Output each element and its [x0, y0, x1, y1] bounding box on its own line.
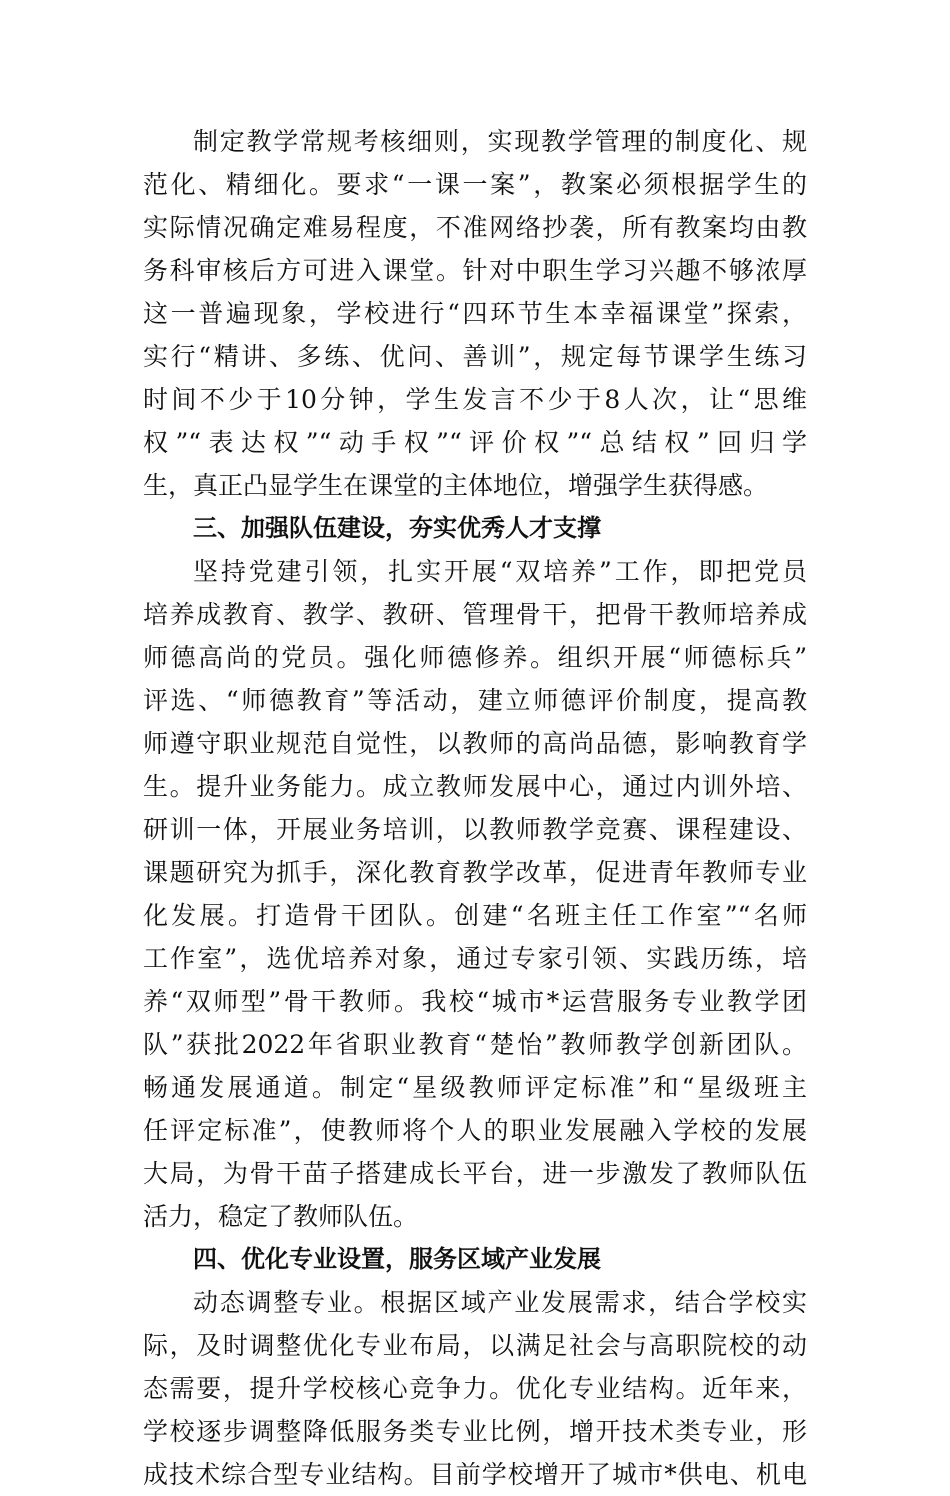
section-heading-4: 四、优化专业设置，服务区域产业发展: [193, 1245, 601, 1273]
text-line: 师遵守职业规范自觉性，以教师的高尚品德，影响教育学: [143, 729, 807, 758]
text-line: 坚持党建引领，扎实开展“双培养”工作，即把党员: [193, 557, 807, 586]
text-line: 学校逐步调整降低服务类专业比例，增开技术类专业，形: [143, 1417, 807, 1446]
paragraph-teaching-routine: [143, 120, 807, 507]
text-line: 成技术综合型专业结构。目前学校增开了城市*供电、机电: [143, 1460, 807, 1489]
text-line: 养“双师型”骨干教师。我校“城市*运营服务专业教学团: [143, 987, 807, 1016]
text-line: 活力，稳定了教师队伍。: [143, 1202, 419, 1231]
text-line: 际，及时调整优化专业布局，以满足社会与高职院校的动: [143, 1331, 807, 1360]
text-line: 研训一体，开展业务培训，以教师教学竞赛、课程建设、: [143, 815, 807, 844]
paragraph-major-setting: [143, 1281, 807, 1496]
text-line: 师德高尚的党员。强化师德修养。组织开展“师德标兵”: [143, 643, 807, 672]
text-line: 实行“精讲、多练、优问、善训”，规定每节课学生练习: [143, 342, 807, 371]
text-line: 队”获批2022年省职业教育“楚怡”教师教学创新团队。: [143, 1030, 807, 1059]
text-line: 评选、“师德教育”等活动，建立师德评价制度，提高教: [143, 686, 807, 715]
text-line: 这一普遍现象，学校进行“四环节生本幸福课堂”探索，: [143, 299, 807, 328]
text-line: 大局，为骨干苗子搭建成长平台，进一步激发了教师队伍: [143, 1159, 807, 1188]
text-line: 权”“表达权”“动手权”“评价权”“总结权”回归学: [143, 428, 807, 457]
text-line: 课题研究为抓手，深化教育教学改革，促进青年教师专业: [143, 858, 807, 887]
text-line: 实际情况确定难易程度，不准网络抄袭，所有教案均由教: [143, 213, 807, 242]
text-line: 动态调整专业。根据区域产业发展需求，结合学校实: [193, 1288, 807, 1317]
text-line: 范化、精细化。要求“一课一案”，教案必须根据学生的: [143, 170, 807, 199]
text-line: 化发展。打造骨干团队。创建“名班主任工作室”“名师: [143, 901, 807, 930]
paragraph-team-building: [143, 550, 807, 1238]
text-line: 生，真正凸显学生在课堂的主体地位，增强学生获得感。: [143, 471, 769, 500]
document-page: [143, 120, 807, 1496]
text-line: 工作室”，选优培养对象，通过专家引领、实践历练，培: [143, 944, 807, 973]
text-line: 任评定标准”，使教师将个人的职业发展融入学校的发展: [143, 1116, 807, 1145]
text-line: 培养成教育、教学、教研、管理骨干，把骨干教师培养成: [143, 600, 807, 629]
text-line: 制定教学常规考核细则，实现教学管理的制度化、规: [193, 127, 807, 156]
text-line: 态需要，提升学校核心竞争力。优化专业结构。近年来，: [143, 1374, 807, 1403]
text-line: 务科审核后方可进入课堂。针对中职生学习兴趣不够浓厚: [143, 256, 807, 285]
text-line: 畅通发展通道。制定“星级教师评定标准”和“星级班主: [143, 1073, 807, 1102]
text-line: 生。提升业务能力。成立教师发展中心，通过内训外培、: [143, 772, 807, 801]
text-line: 时间不少于10分钟，学生发言不少于8人次，让“思维: [143, 385, 807, 414]
section-heading-3: 三、加强队伍建设，夯实优秀人才支撑: [193, 514, 601, 542]
